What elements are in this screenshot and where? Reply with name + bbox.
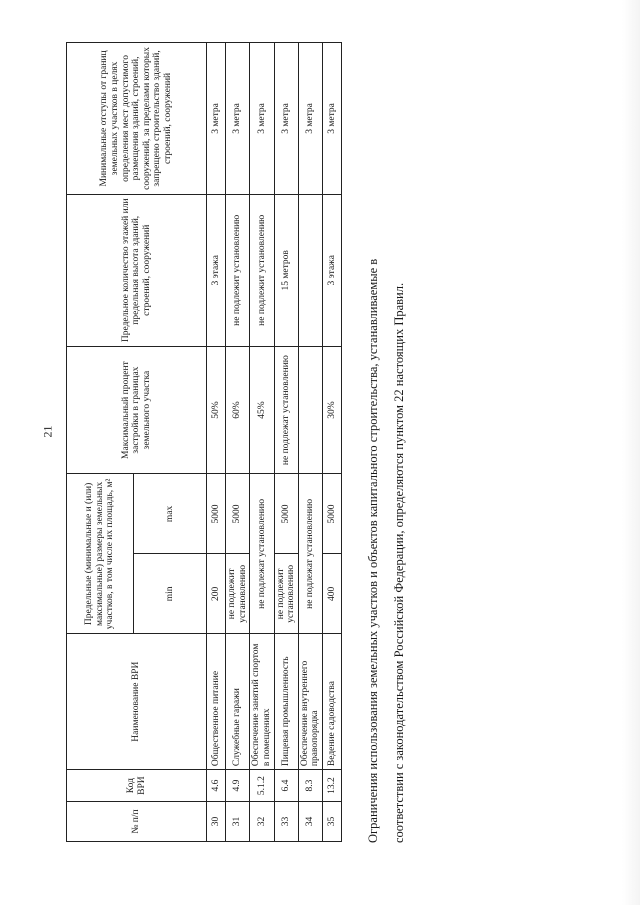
table-row <box>323 43 342 842</box>
note-line-1: Ограничения использования земельных участков и объектов капитального строительства, устанавливаемые в <box>366 258 380 843</box>
row-num: 35 <box>323 802 342 842</box>
page-number: 21 <box>40 425 55 438</box>
row-setback: 3 метра <box>250 43 274 195</box>
row-setback: 3 метра <box>323 43 342 195</box>
row-setback: 3 метра <box>207 43 226 195</box>
row-name: Обеспечение занятий спортом в помещениях <box>250 634 274 770</box>
row-num: 34 <box>298 802 322 842</box>
table-row <box>298 43 322 842</box>
row-coverage: 30% <box>323 346 342 474</box>
table-row <box>207 43 226 842</box>
row-floors: 3 этажа <box>323 194 342 346</box>
row-code: 13.2 <box>323 770 342 802</box>
row-name: Пищевая промышленность <box>274 634 298 770</box>
header-code: Код ВРИ <box>67 770 207 802</box>
row-max: 5000 <box>274 474 298 554</box>
row-code: 8.3 <box>298 770 322 802</box>
row-code: 6.4 <box>274 770 298 802</box>
row-num: 31 <box>226 802 250 842</box>
row-floors-empty <box>298 194 322 346</box>
scan-edge <box>622 0 640 905</box>
row-num: 33 <box>274 802 298 842</box>
table-row <box>274 43 298 842</box>
header-min: min <box>134 554 207 634</box>
row-num: 32 <box>250 802 274 842</box>
row-floors: не подлежит установлению <box>226 194 250 346</box>
zoning-parameters-table <box>66 42 356 842</box>
row-setback: 3 метра <box>226 43 250 195</box>
row-min: 400 <box>323 554 342 634</box>
header-floors: Предельное количество этажей или предельная высота зданий, строений, сооружений <box>67 194 207 346</box>
row-floors: не подлежит установлению <box>250 194 274 346</box>
row-min-max: не подлежат установлению <box>298 474 322 634</box>
row-name: Обеспечение внутреннего правопорядка <box>298 634 322 770</box>
table-row <box>226 43 250 842</box>
row-min: не подлежит установлению <box>226 554 250 634</box>
row-code: 4.6 <box>207 770 226 802</box>
row-setback: 3 метра <box>274 43 298 195</box>
header-name: Наименование ВРИ <box>67 634 207 770</box>
row-code: 4.9 <box>226 770 250 802</box>
row-max: 5000 <box>323 474 342 554</box>
row-name: Ведение садоводства <box>323 634 342 770</box>
header-num: № п/п <box>67 802 207 842</box>
row-min: не подлежит установлению <box>274 554 298 634</box>
row-setback: 3 метра <box>298 43 322 195</box>
row-coverage: 45% <box>250 346 274 474</box>
row-code: 5.1.2 <box>250 770 274 802</box>
row-coverage-empty <box>298 346 322 474</box>
row-max: 5000 <box>207 474 226 554</box>
row-coverage: 50% <box>207 346 226 474</box>
row-coverage: не подлежат установлению <box>274 346 298 474</box>
table-row <box>250 43 274 842</box>
row-name: Общественное питание <box>207 634 226 770</box>
row-coverage: 60% <box>226 346 250 474</box>
header-plot-size: Предельные (минимальные и (или) максимальные) размеры земельных участков, в том числе их площадь, м² <box>67 474 134 634</box>
header-coverage: Максимальный процент застройки в границах земельного участка <box>67 346 207 474</box>
header-setbacks: Минимальные отступы от границ земельных участков в целях определения мест допустимого размещения зданий, строений, сооружений, за пределами которых запрещено строительство зданий, строений, сооружений <box>67 43 207 195</box>
row-name: Служебные гаражи <box>226 634 250 770</box>
note-line-2: соответствии с законодательством Российской Федерации, определяются пунктом 22 настоящих Правил. <box>392 282 406 843</box>
row-min: 200 <box>207 554 226 634</box>
row-min-max: не подлежат установлению <box>250 474 274 634</box>
row-max: 5000 <box>226 474 250 554</box>
header-max: max <box>134 474 207 554</box>
row-num: 30 <box>207 802 226 842</box>
row-floors: 15 метров <box>274 194 298 346</box>
row-floors: 3 этажа <box>207 194 226 346</box>
